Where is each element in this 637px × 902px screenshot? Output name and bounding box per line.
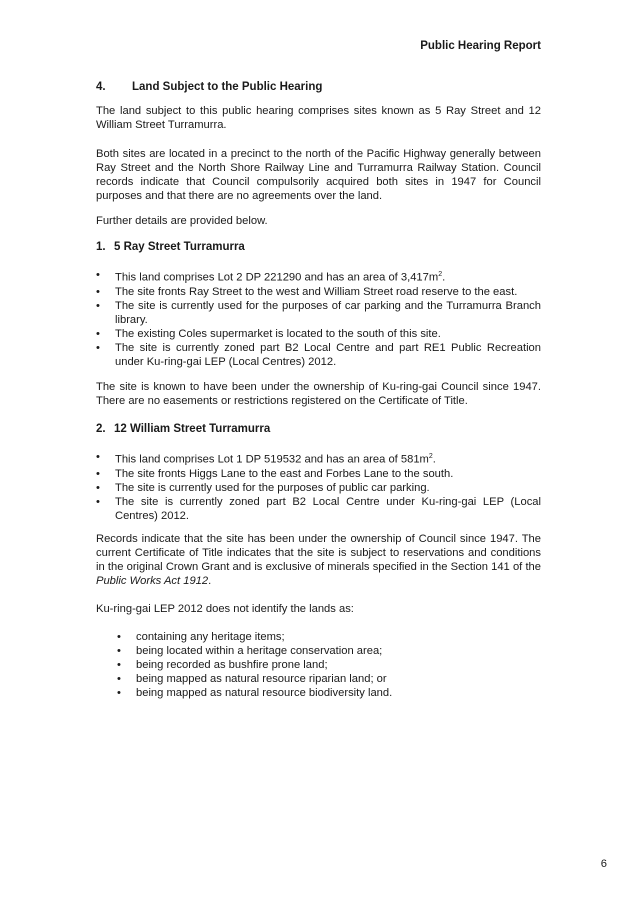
list-item: • The existing Coles supermarket is located to the south of this site. [96,327,541,341]
list-item: • being recorded as bushfire prone land; [96,658,541,672]
intro-paragraph-2: Both sites are located in a precinct to the north of the Pacific Highway generally between Ray Street and the North Shore Railway Line and Turramurra Railway Station. Council records indicate that Council compulsorily acquired both sites in 1947 for Council purposes and that there are no agreements over the land. [96,148,541,202]
list-item: • The site is currently zoned part B2 Local Centre under Ku-ring-gai LEP (Local Centres) 2012. [96,495,541,523]
list-item: • being located within a heritage conservation area; [96,644,541,658]
intro-paragraph-3: Further details are provided below. [96,215,268,227]
list-item: • The site is currently used for the purposes of car parking and the Turramurra Branch library. [96,299,541,327]
list-item: • The site fronts Ray Street to the west and William Street road reserve to the east. [96,285,541,299]
intro-paragraph-1: The land subject to this public hearing comprises sites known as 5 Ray Street and 12 William Street Turramurra. [96,105,541,131]
section-title: Land Subject to the Public Hearing [132,81,323,93]
lep-intro: Ku-ring-gai LEP 2012 does not identify the lands as: [96,603,354,615]
page-number: 6 [600,858,607,870]
list-item: • containing any heritage items; [96,630,541,644]
site1-heading [96,240,541,254]
site2-title: 12 William Street Turramurra [114,423,271,435]
list-item: • The site is currently zoned part B2 Local Centre and part RE1 Public Recreation under Ku-ring-gai LEP (Local Centres) 2012. [96,341,541,369]
list-item: • being mapped as natural resource riparian land; or [96,672,541,686]
list-item: • being mapped as natural resource biodiversity land. [96,686,541,700]
list-item: • The site is currently used for the purposes of public car parking. [96,481,541,495]
lep-list [96,630,541,700]
site2-bullet-list [96,450,541,523]
site1-bullet-list [96,268,541,369]
list-item: • This land comprises Lot 1 DP 519532 and has an area of $581m^2$. [96,450,541,467]
site1-number: 1. [96,241,106,253]
site2-paragraph: Records indicate that the site has been under the ownership of Council since 1947. The current Certificate of Title indicates that the site is subject to reservations and conditions in the original Crown Grant and is exclusive of minerals specified in the Section 141 of the Public Works Act 1912. [96,533,541,587]
section-heading [96,80,322,94]
site1-paragraph: The site is known to have been under the ownership of Ku-ring-gai Council since 1947. There are no easements or restrictions registered on the Certificate of Title. [96,381,541,407]
section-number: 4. [96,81,106,93]
report-header: Public Hearing Report [420,40,541,52]
list-item: • The site fronts Higgs Lane to the east and Forbes Lane to the south. [96,467,541,481]
site1-title: 5 Ray Street Turramurra [114,241,245,253]
site2-heading [96,422,541,436]
list-item: • This land comprises Lot 2 DP 221290 and has an area of $3,417m^2$. [96,268,541,285]
site2-number: 2. [96,423,106,435]
